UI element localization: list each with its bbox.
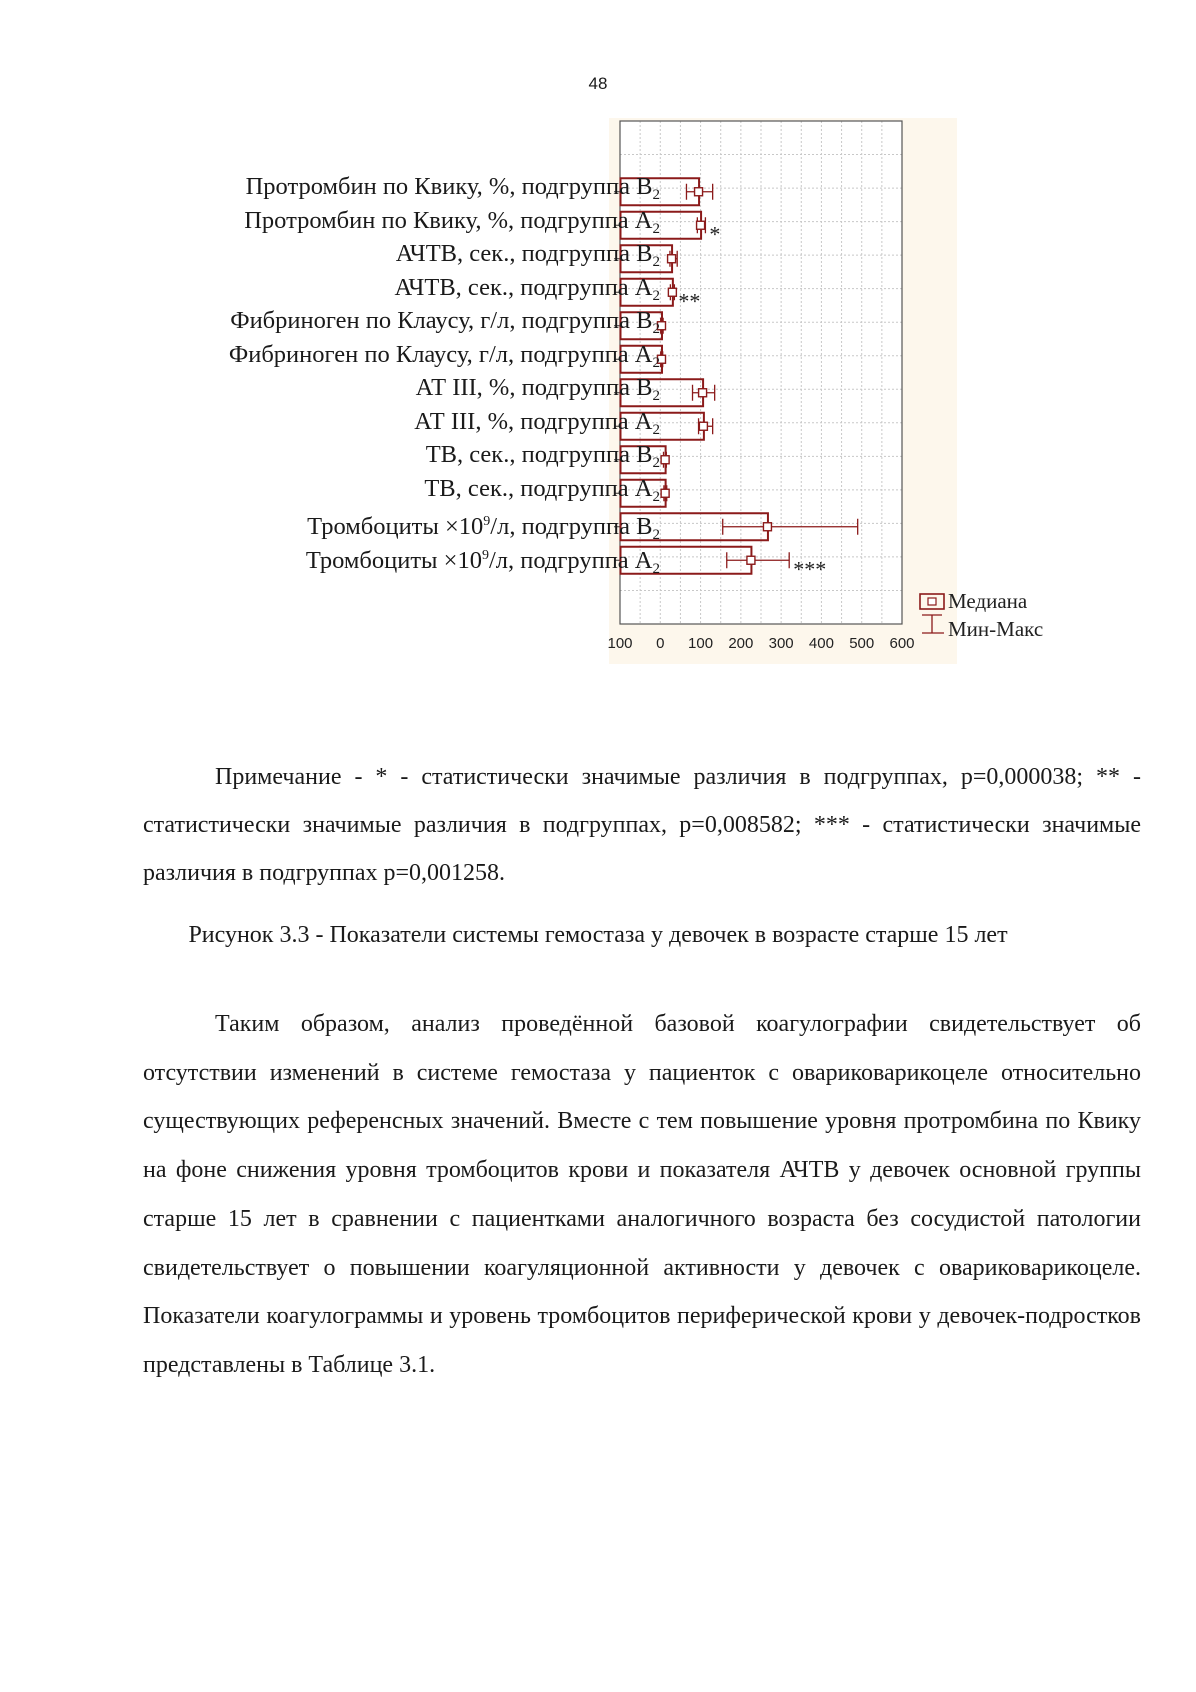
note-text: Примечание - * - статистически значимые различия в подгруппах, р=0,000038; ** - статистически значимые различия в подгруппах, р=0,008582; *** - статистически значимые различия в подгруппах р=0,001258. [143,764,1141,886]
x-tick-label: 100 [688,635,714,652]
median-marker [661,489,669,497]
category-label: Фибриноген по Клаусу, г/л, подгруппа $В_2$ [230,307,660,337]
median-marker [747,556,755,564]
median-marker [695,188,703,196]
category-label: Тромбоциты $\times 10^9/л$, подгруппа $А_2$ [305,546,660,577]
category-label: Тромбоциты $\times 10^9/л$, подгруппа $В_2$ [307,513,660,544]
legend-label: Медиана [948,589,1028,613]
x-tick-label: 100 [607,635,633,652]
figure-caption: Рисунок 3.3 - Показатели системы гемостаза у девочек в возрасте старше 15 лет [188,922,1008,948]
x-tick-label: 0 [656,635,665,652]
x-tick-label: 300 [768,635,794,652]
category-label: АЧТВ, сек., подгруппа $А_2$ [394,273,660,304]
category-label: АТ III, %, подгруппа $В_2$ [415,374,660,404]
legend-median-marker [928,598,936,605]
significance-marker: * [709,221,721,247]
median-marker [699,422,707,430]
x-tick-label: 600 [889,635,915,652]
median-marker [699,389,707,397]
category-label: АТ III, %, подгруппа $А_2$ [414,407,660,438]
x-tick-label: 200 [728,635,754,652]
body-paragraph-text: Таким образом, анализ проведённой базовой коагулографии свидетельствует об отсутствии изменений в системе гемостаза у пациенток с овариковарикоцеле относительно существующих референсных значений. Вместе с тем повышение уровня протромбина по Квику на фоне снижения уровня тромбоцитов крови и показателя АЧТВ у девочек основной группы старше 15 лет в сравнении с пациентками аналогичного возраста без сосудистой патологии свидетельствует о повышении коагуляционной активности у девочек с овариковарикоцеле. Показатели коагулограммы и уровень тромбоцитов периферической крови у девочек-подростков представлены в Таблице 3.1. [143,1011,1141,1378]
significance-marker: *** [793,556,827,582]
legend-label: Мин-Макс [948,617,1044,641]
body-paragraph [143,1000,1141,1390]
median-marker [697,221,705,229]
median-marker [668,288,676,296]
median-marker [763,523,771,531]
category-label: Фибриноген по Клаусу, г/л, подгруппа $А_2$ [228,340,660,371]
category-label: ТВ, сек., подгруппа $А_2$ [424,474,660,505]
category-label: ТВ, сек., подгруппа $В_2$ [425,441,660,471]
category-label: Протромбин по Квику, %, подгруппа $В_2$ [245,173,660,203]
median-marker [668,255,676,263]
x-tick-label: 400 [808,635,834,652]
chart-note [143,753,1141,897]
category-label: АЧТВ, сек., подгруппа $В_2$ [395,240,660,270]
x-tick-label: 500 [849,635,875,652]
significance-marker: ** [678,288,701,314]
median-marker [661,456,669,464]
category-label: Протромбин по Квику, %, подгруппа $А_2$ [244,206,660,237]
page-number: 48 [588,74,608,93]
